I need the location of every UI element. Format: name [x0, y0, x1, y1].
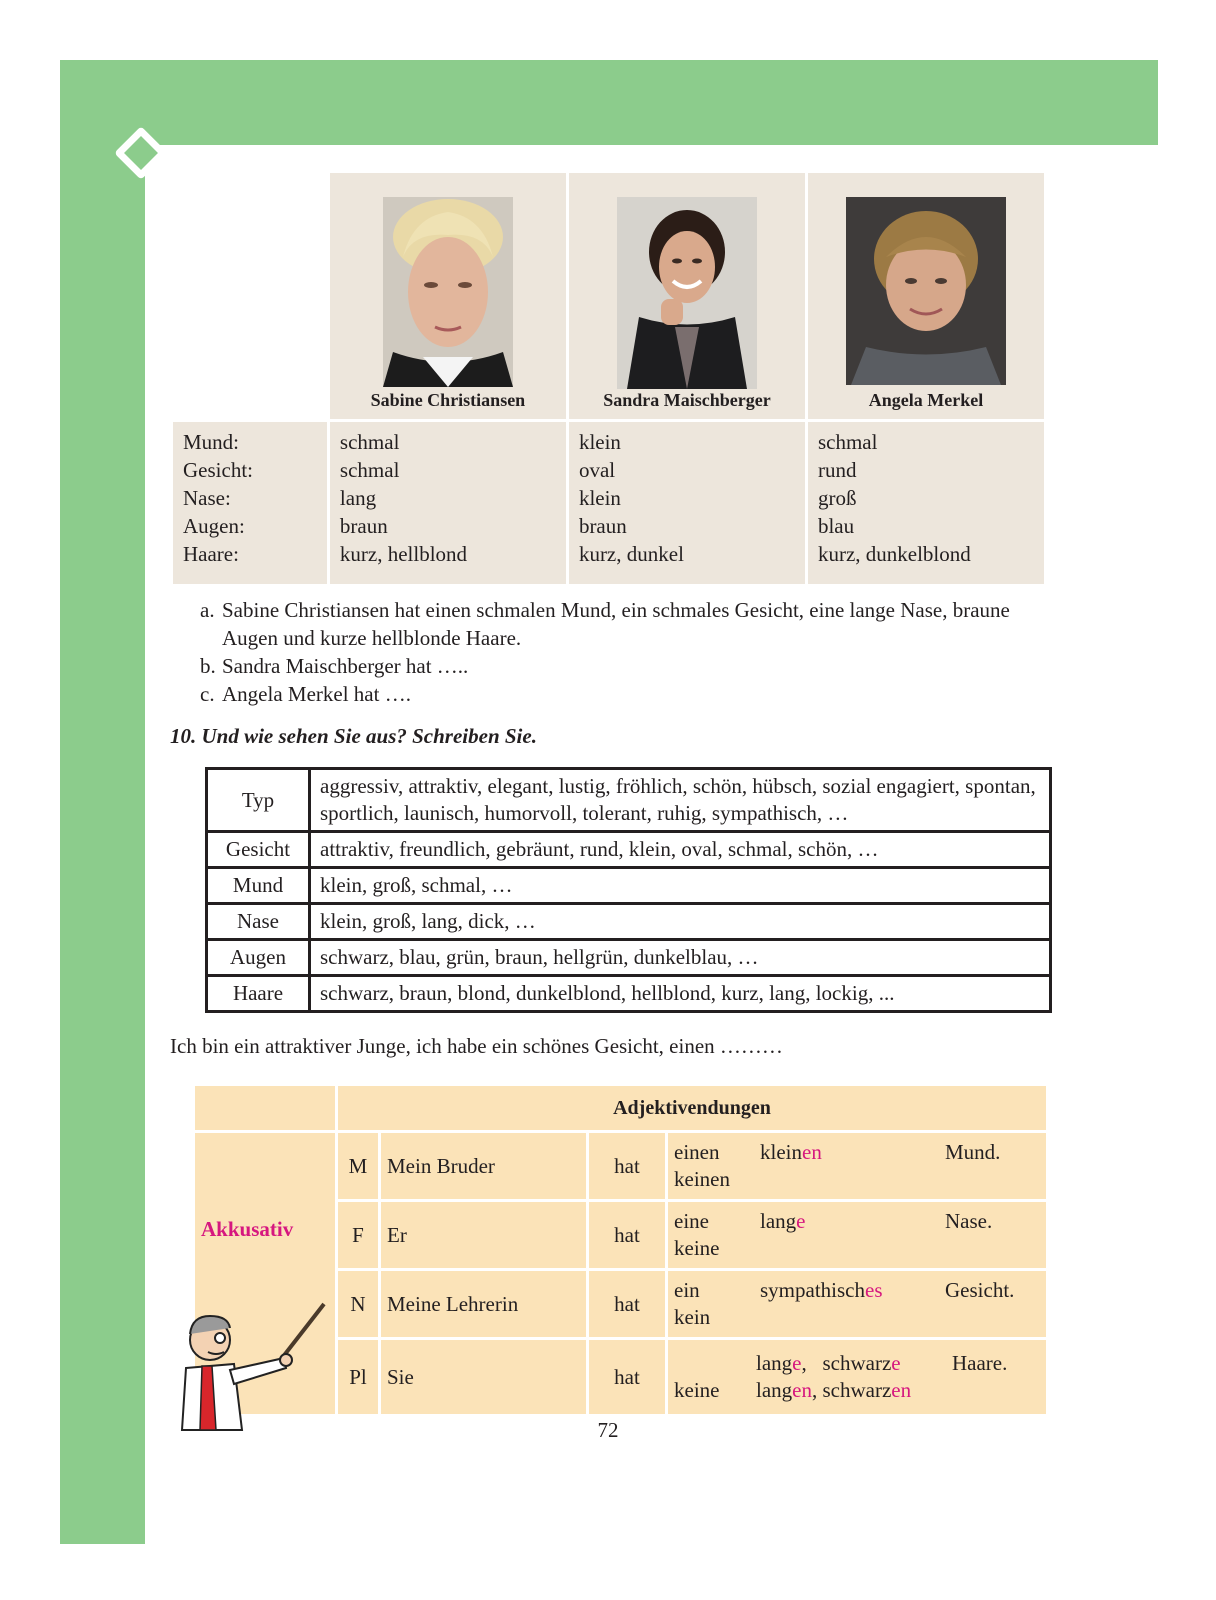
vocab-row: [207, 769, 1051, 832]
verb: hat: [589, 1133, 665, 1199]
article: eine: [674, 1209, 709, 1233]
sentence-text: Sandra Maischberger hat …..: [222, 654, 469, 678]
attribute-values-2: [569, 422, 805, 584]
value: kurz, hellblond: [339, 542, 468, 566]
adjective-stem: schwarz: [822, 1351, 892, 1375]
phrase: [668, 1133, 1046, 1199]
label-haare: Haare:: [183, 542, 239, 566]
vocabulary-table: [205, 767, 1052, 1013]
subject: Sie: [381, 1340, 586, 1414]
gender: Pl: [338, 1340, 378, 1414]
value: kurz, dunkel: [578, 542, 684, 566]
adjective-ending: e: [792, 1351, 802, 1375]
adjective-ending: en: [802, 1140, 822, 1164]
gender: F: [338, 1202, 378, 1268]
noun: Haare.: [952, 1351, 1008, 1375]
label-augen: Augen:: [183, 514, 245, 538]
separator: ,: [811, 1378, 818, 1402]
vocab-value: aggressiv, attraktiv, elegant, lustig, fröhlich, schön, hübsch, sozial engagiert, spontan, sportlich, launisch, humorvoll, tolerant, ruhig, sympathisch, …: [310, 769, 1051, 832]
value: blau: [817, 514, 855, 538]
adjective-stem: lang: [760, 1209, 797, 1233]
sentence-text: Angela Merkel hat ….: [222, 682, 411, 706]
adjective-ending: e: [796, 1209, 806, 1233]
value: kurz, dunkelblond: [817, 542, 971, 566]
person-name: Angela Merkel: [868, 390, 984, 410]
verb: hat: [589, 1340, 665, 1414]
separator: ,: [801, 1351, 807, 1375]
article: ein: [674, 1278, 700, 1302]
subject: Meine Lehrerin: [381, 1271, 586, 1337]
portrait-dark-blonde-woman-icon: [846, 197, 1006, 385]
verb: hat: [589, 1202, 665, 1268]
sentence-b: [200, 652, 1060, 680]
green-left-band: [60, 60, 145, 1544]
article-negative: keine: [674, 1236, 720, 1260]
vocab-key: Typ: [207, 769, 310, 832]
article-negative: keinen: [674, 1167, 730, 1191]
vocab-key: Mund: [207, 868, 310, 904]
person-name: Sandra Maischberger: [603, 390, 771, 410]
subject: Mein Bruder: [381, 1133, 586, 1199]
adjective-ending: en: [891, 1378, 912, 1402]
adjective-stem: schwarz: [822, 1378, 892, 1402]
attribute-labels: [173, 422, 327, 584]
adjective-ending: e: [891, 1351, 901, 1375]
empty-header-cell: [173, 173, 327, 419]
vocab-row: [207, 868, 1051, 904]
verb: hat: [589, 1271, 665, 1337]
noun: Gesicht.: [945, 1278, 1015, 1302]
green-top-band: [60, 60, 1158, 145]
value: braun: [339, 514, 388, 538]
sentence-letter: c.: [200, 682, 215, 706]
sentence-letter: a.: [200, 598, 215, 622]
value: schmal: [817, 430, 878, 454]
adjective-stem: lang: [756, 1378, 793, 1402]
vocab-key: Haare: [207, 976, 310, 1012]
sentence-a: [200, 596, 1060, 652]
attribute-values-3: [808, 422, 1044, 584]
adjective-ending: es: [865, 1278, 883, 1302]
article-negative: kein: [674, 1305, 711, 1329]
portrait-dark-hair-woman-icon: [617, 197, 757, 389]
exercise-heading: 10. Und wie sehen Sie aus? Schreiben Sie.: [170, 724, 537, 748]
grammar-title: Adjektivendungen: [338, 1086, 1046, 1130]
value: klein: [578, 486, 621, 510]
vocab-row: [207, 976, 1051, 1012]
adjective-stem: klein: [760, 1140, 802, 1164]
subject: Er: [381, 1202, 586, 1268]
adjective-stem: lang: [756, 1351, 793, 1375]
label-gesicht: Gesicht:: [183, 458, 253, 482]
value: schmal: [339, 430, 400, 454]
vocab-value: attraktiv, freundlich, gebräunt, rund, klein, oval, schmal, schön, …: [310, 832, 1051, 868]
vocab-value: klein, groß, schmal, …: [310, 868, 1051, 904]
value: lang: [339, 486, 377, 510]
person-name: Sabine Christiansen: [370, 390, 526, 410]
vocab-key: Gesicht: [207, 832, 310, 868]
portrait-blonde-woman-icon: [383, 197, 513, 387]
page-number: 72: [597, 1418, 619, 1442]
vocab-row: [207, 904, 1051, 940]
adjective-stem: sympathisch: [760, 1278, 865, 1302]
grammar-row-m: [195, 1133, 1046, 1199]
value: oval: [578, 458, 616, 482]
example-text: Ich bin ein attraktiver Junge, ich habe ein schönes Gesicht, einen ………: [170, 1034, 783, 1058]
vocab-row: [207, 940, 1051, 976]
vocab-key: Nase: [207, 904, 310, 940]
value: klein: [578, 430, 621, 454]
value: schmal: [339, 458, 400, 482]
vocab-value: schwarz, blau, grün, braun, hellgrün, dunkelblau, …: [310, 940, 1051, 976]
noun: Mund.: [945, 1140, 1001, 1164]
vocab-row: [207, 832, 1051, 868]
case-label: Akkusativ: [195, 1133, 335, 1414]
example-sentences: [200, 596, 1060, 708]
attribute-values-1: [330, 422, 566, 584]
sentence-c: [200, 680, 1060, 708]
empty-corner-cell: [195, 1086, 335, 1130]
phrase: [668, 1271, 1046, 1337]
label-mund: Mund:: [183, 430, 240, 454]
person-card-2: [569, 173, 805, 419]
article-negative: keine: [674, 1378, 720, 1402]
sentence-text: Sabine Christiansen hat einen schmalen Mund, ein schmales Gesicht, eine lange Nase, braune Augen und kurze hellblonde Haare.: [222, 598, 1010, 650]
phrase: [668, 1202, 1046, 1268]
label-nase: Nase:: [183, 486, 231, 510]
value: braun: [578, 514, 627, 538]
sentence-letter: b.: [200, 654, 216, 678]
gender: M: [338, 1133, 378, 1199]
person-card-3: [808, 173, 1044, 419]
gender: N: [338, 1271, 378, 1337]
noun: Nase.: [945, 1209, 993, 1233]
phrase: [668, 1340, 1046, 1414]
value: groß: [817, 486, 857, 510]
vocab-value: klein, groß, lang, dick, …: [310, 904, 1051, 940]
person-card-1: [330, 173, 566, 419]
vocab-value: schwarz, braun, blond, dunkelblond, hellblond, kurz, lang, lockig, ...: [310, 976, 1051, 1012]
people-table: [170, 170, 1047, 587]
value: rund: [817, 458, 857, 482]
article: einen: [674, 1140, 720, 1164]
adjective-ending: en: [792, 1378, 812, 1402]
vocab-key: Augen: [207, 940, 310, 976]
